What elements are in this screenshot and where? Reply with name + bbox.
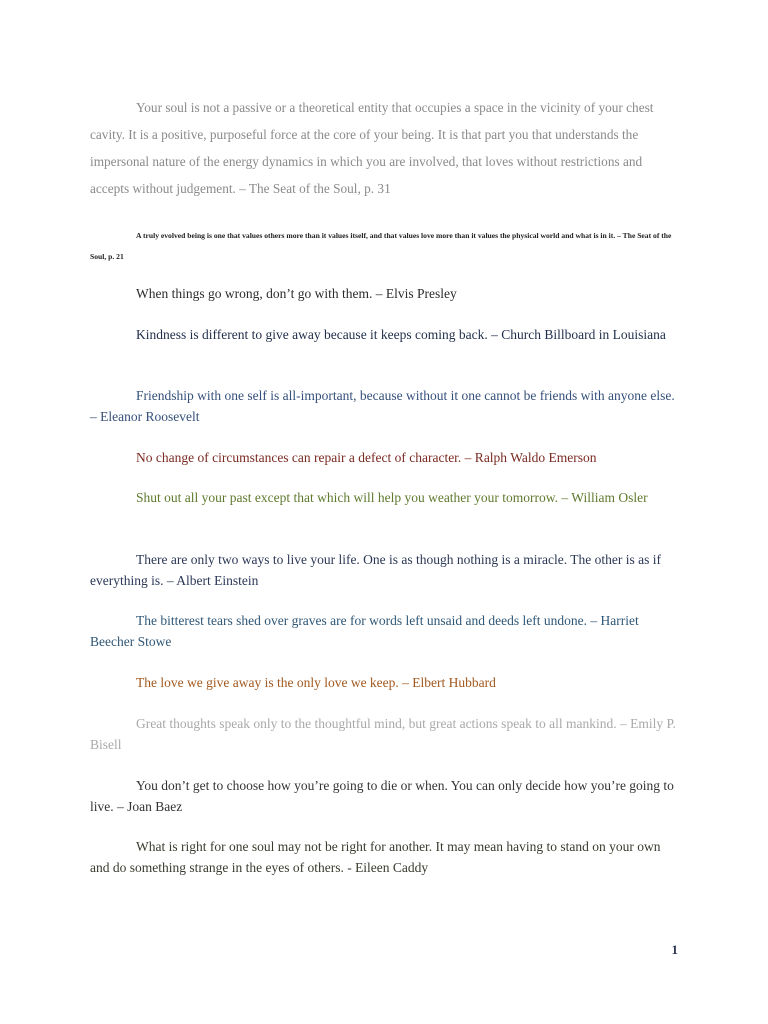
quote-paragraph-seat-of-soul-21: A truly evolved being is one that values others more than it values itself, and that values love more than it values the physical world and what is in it. – The Seat of the Soul, p. 21 <box>90 231 672 261</box>
quote-paragraph-church-billboard: Kindness is different to give away because it keeps coming back. – Church Billboard in Louisiana <box>136 327 666 342</box>
quote-paragraph-seat-of-soul-31: Your soul is not a passive or a theoretical entity that occupies a space in the vicinity of your chest cavity. It is a positive, purposeful force at the core of your being. It is that part you that understands the impersonal nature of the energy dynamics in which you are involved, that loves without restrictions and accepts without judgement. – The Seat of the Soul, p. 31 <box>90 100 654 196</box>
quote-paragraph-william-osler: Shut out all your past except that which will help you weather your tomorrow. – William Osler <box>136 490 648 505</box>
quote-paragraph-elbert-hubbard: The love we give away is the only love we keep. – Elbert Hubbard <box>136 675 496 690</box>
quote-paragraph-albert-einstein: There are only two ways to live your life. One is as though nothing is a miracle. The other is as if everything is. – Albert Einstein <box>90 552 661 588</box>
page-number: 1 <box>671 942 678 957</box>
quote-paragraph-eleanor-roosevelt: Friendship with one self is all-important, because without it one cannot be friends with anyone else. – Eleanor Roosevelt <box>90 388 675 424</box>
quote-paragraph-elvis-presley: When things go wrong, don’t go with them. – Elvis Presley <box>136 286 457 301</box>
quote-paragraph-harriet-beecher-stowe: The bitterest tears shed over graves are for words left unsaid and deeds left undone. – Harriet Beecher Stowe <box>90 613 639 649</box>
quote-paragraph-emerson: No change of circumstances can repair a defect of character. – Ralph Waldo Emerson <box>136 450 597 465</box>
quote-paragraph-emily-bisell: Great thoughts speak only to the thoughtful mind, but great actions speak to all mankind. – Emily P. Bisell <box>90 716 676 752</box>
quote-paragraph-joan-baez: You don’t get to choose how you’re going to die or when. You can only decide how you’re going to live. – Joan Baez <box>90 778 674 814</box>
quote-paragraph-eileen-caddy: What is right for one soul may not be right for another. It may mean having to stand on your own and do something strange in the eyes of others. - Eileen Caddy <box>90 839 661 875</box>
